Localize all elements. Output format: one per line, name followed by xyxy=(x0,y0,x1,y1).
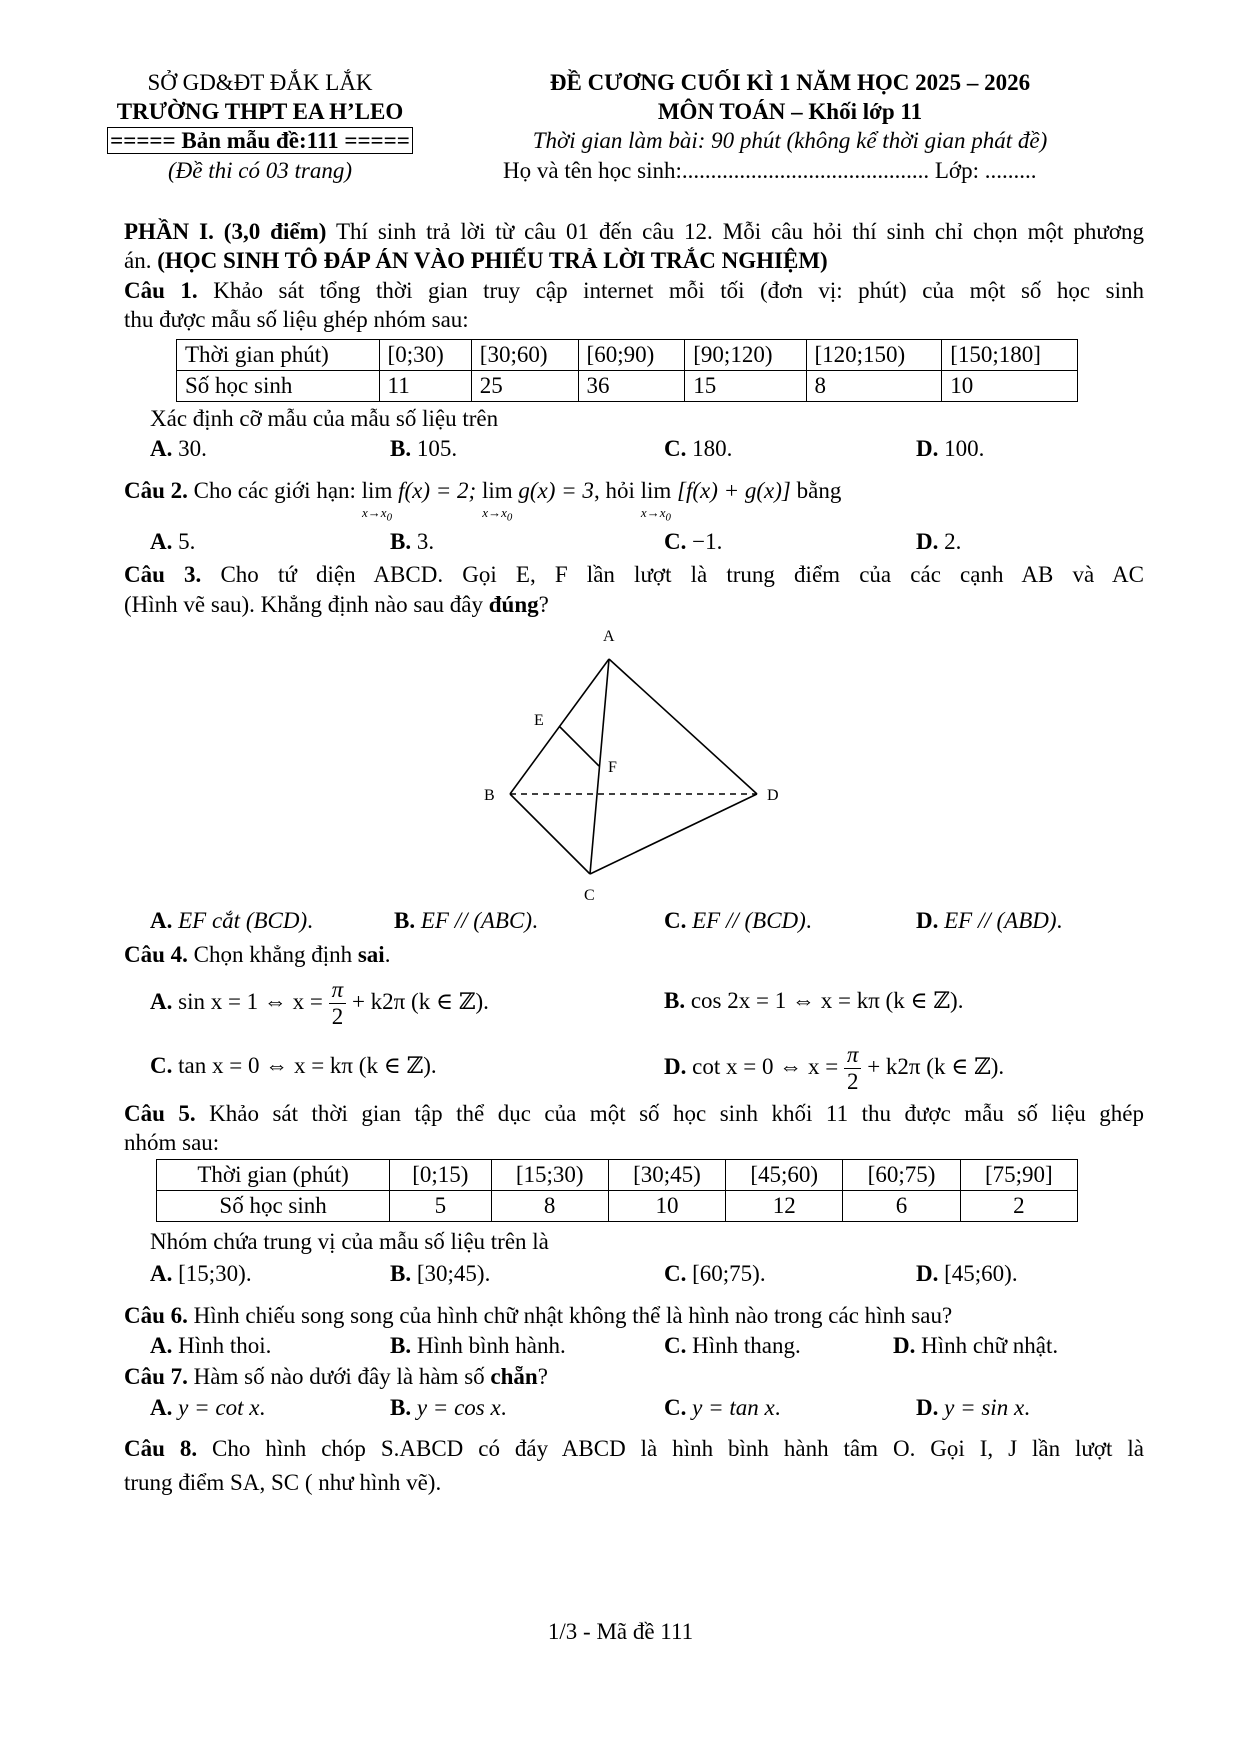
table-cell: [75;90] xyxy=(960,1160,1077,1191)
q7-stem xyxy=(124,1362,1144,1392)
lim-sub-text: x→x xyxy=(640,505,666,520)
q4-stem: Câu 4. Chọn khẳng định sai. xyxy=(124,942,391,967)
table-cell: [150;180] xyxy=(942,340,1078,371)
option-letter: B. xyxy=(664,988,686,1013)
option-letter: A. xyxy=(150,529,173,554)
option-text: −1 xyxy=(692,529,717,554)
table-cell: [120;150) xyxy=(806,340,942,371)
option-text: y = cos x xyxy=(416,1395,501,1420)
lim-text: lim xyxy=(640,478,672,503)
table-cell: [0;15) xyxy=(390,1160,491,1191)
q5-option-c: C. [60;75). xyxy=(664,1261,766,1286)
header-school: TRƯỜNG THPT EA H’LEO xyxy=(116,99,404,124)
numerator: π xyxy=(329,977,347,1004)
part1-intro-cont xyxy=(124,246,1144,276)
option-letter: A. xyxy=(150,1261,173,1286)
option-letter: D. xyxy=(916,1395,939,1420)
q2-stem xyxy=(124,476,1144,524)
vertex-label-a: A xyxy=(603,628,615,645)
q5-stem-cont: nhóm sau: xyxy=(124,1130,220,1155)
option-letter: D. xyxy=(916,908,939,933)
part1-text: Thí sinh trả lời từ câu 01 đến câu 12. Mỗi câu hỏi thí sinh chỉ chọn một phương xyxy=(326,219,1144,244)
q4-option-b xyxy=(664,986,963,1016)
q4-option-d xyxy=(664,1041,1004,1095)
option-letter: B. xyxy=(390,529,412,554)
q8-stem xyxy=(124,1434,1144,1464)
q2-option-a: A. 5. xyxy=(150,529,196,554)
option-text: [45;60) xyxy=(944,1261,1012,1286)
q7-tail: ? xyxy=(537,1364,548,1389)
lim-sub-text: x→x xyxy=(482,505,507,520)
q4-lead: Chọn khẳng định xyxy=(187,942,358,967)
q3-stem-cont xyxy=(124,590,1144,620)
option-text: Hình chữ nhật. xyxy=(921,1333,1059,1358)
table-cell: Số học sinh xyxy=(177,371,380,402)
option-letter: D. xyxy=(664,1054,687,1079)
limit-2 xyxy=(482,476,513,525)
q7-option-b: B. y = cos x. xyxy=(390,1395,507,1420)
option-letter: B. xyxy=(394,908,416,933)
q4-option-c xyxy=(150,1051,437,1081)
table-cell: 5 xyxy=(390,1191,491,1222)
edge-CD xyxy=(590,794,757,874)
q6-option-c xyxy=(664,1331,801,1361)
header-student-name-line: Họ và tên học sinh:........................................... Lớp: ......... xyxy=(503,158,1037,183)
edge-AD xyxy=(609,659,757,794)
q3-text-b: (Hình vẽ sau). Khẳng định nào sau đây xyxy=(124,592,489,617)
option-text: Hình bình hành. xyxy=(416,1333,566,1358)
q2-tail: bằng xyxy=(790,478,842,503)
part1-intro xyxy=(124,217,1144,247)
option-text: [15;30) xyxy=(178,1261,246,1286)
q1-label: Câu 1. xyxy=(124,278,198,303)
option-text: 5 xyxy=(178,529,190,554)
table-cell: [60;75) xyxy=(843,1160,960,1191)
table-cell: [0;30) xyxy=(379,340,471,371)
table-cell: Thời gian (phút) xyxy=(157,1160,390,1191)
table-row xyxy=(177,340,1078,371)
table-cell: [90;120) xyxy=(685,340,806,371)
option-text: [60;75) xyxy=(692,1261,760,1286)
vertex-label-c: C xyxy=(584,887,595,904)
option-text: [30;45) xyxy=(416,1261,485,1286)
lim-sub-0: 0 xyxy=(506,511,513,524)
option-letter: A. xyxy=(150,1395,173,1420)
option-text: 3 xyxy=(416,529,429,554)
option-text: cot x = 0 ⇔ x = xyxy=(692,1054,844,1079)
option-text: y = tan x xyxy=(692,1395,775,1420)
lim-sub xyxy=(482,506,513,525)
option-text: Hình thoi. xyxy=(178,1333,272,1358)
q4-label: Câu 4. xyxy=(124,942,188,967)
q1-stem xyxy=(124,276,1144,306)
option-letter: D. xyxy=(916,529,939,554)
q6-text: Hình chiếu song song của hình chữ nhật không thể là hình nào trong các hình sau? xyxy=(187,1303,953,1328)
part1-text-b: án. xyxy=(124,248,158,273)
q5-option-b: B. [30;45). xyxy=(390,1261,491,1286)
q6-stem xyxy=(124,1301,1144,1331)
q1-stem-cont: thu được mẫu số liệu ghép nhóm sau: xyxy=(124,307,469,332)
limit-3 xyxy=(641,476,672,525)
option-text: 2 xyxy=(944,529,956,554)
lim-text: lim xyxy=(361,478,393,503)
table-cell: 2 xyxy=(960,1191,1077,1222)
q2-option-b: B. 3. xyxy=(390,529,435,554)
limit-1 xyxy=(362,476,393,525)
lim-sub-text: x→x xyxy=(362,505,387,520)
table-cell: 8 xyxy=(806,371,942,402)
option-text: 105 xyxy=(416,436,452,461)
table-row xyxy=(157,1191,1078,1222)
q1-text-a: Khảo sát tổng thời gian truy cập internet mỗi tối (đơn vị: phút) của một số học sinh xyxy=(197,278,1145,303)
option-letter: C. xyxy=(664,529,687,554)
q8-label: Câu 8. xyxy=(124,1436,198,1461)
q3-stem xyxy=(124,560,1144,590)
tetrahedron-figure xyxy=(470,624,800,904)
exam-code-box: ===== Bản mẫu đề:111 ===== xyxy=(107,127,413,154)
table-cell: 10 xyxy=(608,1191,725,1222)
option-text: + k2π (k ∈ ℤ). xyxy=(861,1054,1005,1079)
part1-title: PHẦN I. (3,0 điểm) xyxy=(124,219,327,244)
option-letter: B. xyxy=(390,1333,412,1358)
lim-sub-0: 0 xyxy=(665,511,671,524)
option-text: EF // (ABC) xyxy=(420,908,532,933)
q1-frequency-table xyxy=(176,339,1078,402)
option-letter: A. xyxy=(150,908,173,933)
q5-frequency-table xyxy=(156,1159,1078,1222)
q7-label: Câu 7. xyxy=(124,1364,188,1389)
q8-text-a: Cho hình chóp S.ABCD có đáy ABCD là hình bình hành tâm O. Gọi I, J lần lượt là xyxy=(197,1436,1144,1461)
option-text: EF cắt (BCD) xyxy=(178,908,308,933)
option-text: 180 xyxy=(692,436,727,461)
q1-option-c: C. 180. xyxy=(664,436,733,461)
option-letter: B. xyxy=(390,436,412,461)
table-row xyxy=(157,1160,1078,1191)
q8-stem-cont: trung điểm SA, SC ( như hình vẽ). xyxy=(124,1470,442,1495)
numerator: π xyxy=(844,1042,862,1069)
option-text: 30 xyxy=(178,436,202,461)
table-cell: 10 xyxy=(942,371,1078,402)
q5-option-a: A. [15;30). xyxy=(150,1261,252,1286)
edge-BC xyxy=(510,794,590,874)
option-text: Hình thang. xyxy=(692,1333,801,1358)
q2-option-c: C. −1. xyxy=(664,529,723,554)
q1-option-b: B. 105. xyxy=(390,436,458,461)
lim-sub-0: 0 xyxy=(386,511,392,524)
q5-option-d: D. [45;60). xyxy=(916,1261,1018,1286)
q5-question: Nhóm chứa trung vị của mẫu số liệu trên là xyxy=(150,1229,549,1254)
option-letter: A. xyxy=(150,436,173,461)
part1-note: (HỌC SINH TÔ ĐÁP ÁN VÀO PHIẾU TRẢ LỜI TRẮC NGHIỆM) xyxy=(157,248,828,273)
table-cell: [30;60) xyxy=(471,340,578,371)
fraction-pi-over-2 xyxy=(329,977,347,1030)
q7-option-c: C. y = tan x. xyxy=(664,1395,781,1420)
q7-option-a: A. y = cot x. xyxy=(150,1395,266,1420)
q6-option-a xyxy=(150,1331,271,1361)
q7-emphasis: chẵn xyxy=(490,1364,538,1389)
q3-emphasis: đúng xyxy=(488,592,539,617)
table-cell: 25 xyxy=(471,371,578,402)
q1-option-d: D. 100. xyxy=(916,436,985,461)
q5-text-a: Khảo sát thời gian tập thể dục của một số học sinh khối 11 thu được mẫu số liệu ghép xyxy=(195,1101,1145,1126)
lim-sub xyxy=(362,506,393,525)
fraction-pi-over-2 xyxy=(844,1042,862,1095)
table-cell: 36 xyxy=(578,371,685,402)
table-row xyxy=(177,371,1078,402)
q3-label: Câu 3. xyxy=(124,562,202,587)
table-cell: 12 xyxy=(726,1191,843,1222)
q2-lead: Cho các giới hạn: xyxy=(187,478,362,503)
option-letter: C. xyxy=(664,1395,687,1420)
option-letter: B. xyxy=(390,1261,412,1286)
header-department: SỞ GD&ĐT ĐẮK LẮK xyxy=(147,70,373,95)
option-text: 100 xyxy=(944,436,979,461)
option-text: EF // (ABD) xyxy=(944,908,1057,933)
q7-option-d: D. y = sin x. xyxy=(916,1395,1030,1420)
q3-option-c: C. EF // (BCD). xyxy=(664,908,812,933)
header-duration: Thời gian làm bài: 90 phút (không kể thời gian phát đề) xyxy=(532,128,1048,153)
option-letter: A. xyxy=(150,989,173,1014)
q3-text-c: ? xyxy=(538,592,549,617)
option-letter: C. xyxy=(664,436,687,461)
point-label-e: E xyxy=(534,712,544,729)
option-letter: D. xyxy=(916,1261,939,1286)
q2-f-expression: f(x) = 2; xyxy=(398,478,477,503)
table-cell: Thời gian phút) xyxy=(177,340,380,371)
table-cell: [45;60) xyxy=(726,1160,843,1191)
header-exam-title: ĐỀ CƯƠNG CUỐI KÌ 1 NĂM HỌC 2025 – 2026 xyxy=(549,70,1031,95)
table-cell: Số học sinh xyxy=(157,1191,390,1222)
q3-option-a: A. EF cắt (BCD). xyxy=(150,908,313,933)
q2-mid: , hỏi xyxy=(593,478,641,503)
q5-label: Câu 5. xyxy=(124,1101,196,1126)
vertex-label-d: D xyxy=(767,787,779,804)
edge-AC xyxy=(590,659,609,874)
option-text: y = cot x xyxy=(178,1395,260,1420)
q2-g-expression: g(x) = 3 xyxy=(518,478,594,503)
page-footer: 1/3 - Mã đề 111 xyxy=(547,1619,694,1644)
q3-option-d: D. EF // (ABD). xyxy=(916,908,1063,933)
option-letter: C. xyxy=(664,908,687,933)
q3-text-a: Cho tứ diện ABCD. Gọi E, F lần lượt là trung điểm của các cạnh AB và AC xyxy=(201,562,1144,587)
table-cell: [60;90) xyxy=(578,340,685,371)
vertex-label-b: B xyxy=(484,787,495,804)
option-letter: C. xyxy=(664,1261,687,1286)
q6-option-b xyxy=(390,1331,566,1361)
table-cell: [15;30) xyxy=(491,1160,608,1191)
q1-question: Xác định cỡ mẫu của mẫu số liệu trên xyxy=(150,406,499,431)
q2-sum-expression: [f(x) + g(x)] xyxy=(677,478,791,503)
option-text: sin x = 1 ⇔ x = xyxy=(178,989,329,1014)
lim-sub xyxy=(641,506,672,525)
table-cell: [30;45) xyxy=(608,1160,725,1191)
option-letter: A. xyxy=(150,1333,173,1358)
option-text: y = sin x xyxy=(944,1395,1025,1420)
q6-label: Câu 6. xyxy=(124,1303,188,1328)
table-cell: 6 xyxy=(843,1191,960,1222)
option-text: cos 2x = 1 ⇔ x = kπ (k ∈ ℤ). xyxy=(690,988,964,1013)
table-cell: 15 xyxy=(685,371,806,402)
option-letter: C. xyxy=(150,1053,173,1078)
header-exam-code xyxy=(60,126,460,156)
table-cell: 8 xyxy=(491,1191,608,1222)
point-label-f: F xyxy=(608,759,617,776)
header-subject: MÔN TOÁN – Khối lớp 11 xyxy=(657,99,923,124)
lim-text: lim xyxy=(481,478,513,503)
option-letter: C. xyxy=(664,1333,687,1358)
table-cell: 11 xyxy=(379,371,471,402)
option-text: + k2π (k ∈ ℤ). xyxy=(346,989,489,1014)
header-page-count: (Đề thi có 03 trang) xyxy=(168,158,352,183)
option-letter: B. xyxy=(390,1395,412,1420)
option-letter: D. xyxy=(916,436,939,461)
option-text: EF // (BCD) xyxy=(692,908,806,933)
q7-lead: Hàm số nào dưới đây là hàm số xyxy=(187,1364,491,1389)
q2-label: Câu 2. xyxy=(124,478,188,503)
option-text: tan x = 0 ⇔ x = kπ (k ∈ ℤ). xyxy=(178,1053,437,1078)
segment-EF xyxy=(559,726,599,766)
denominator: 2 xyxy=(331,1004,344,1030)
denominator: 2 xyxy=(846,1069,859,1095)
q6-option-d xyxy=(893,1331,1058,1361)
q2-option-d: D. 2. xyxy=(916,529,962,554)
q3-option-b: B. EF // (ABC). xyxy=(394,908,538,933)
option-letter: D. xyxy=(893,1333,916,1358)
q5-stem xyxy=(124,1099,1144,1129)
q4-option-a xyxy=(150,976,489,1030)
q1-option-a: A. 30. xyxy=(150,436,207,461)
q4-emphasis: sai xyxy=(357,942,385,967)
